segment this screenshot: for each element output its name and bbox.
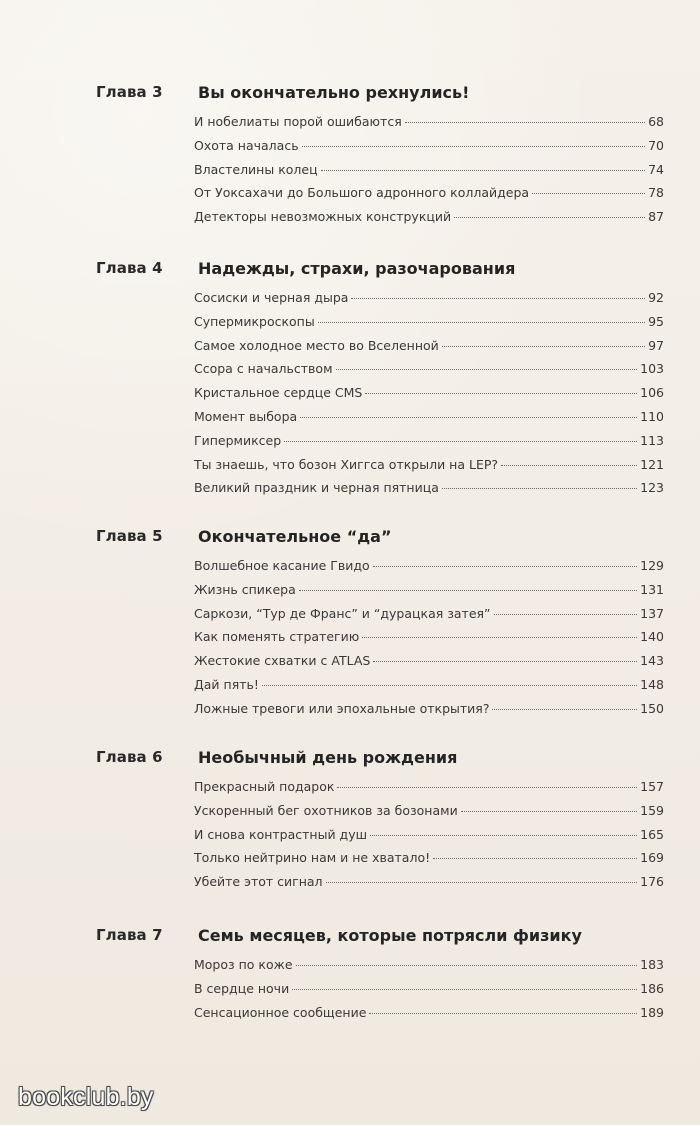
toc-entry-title: Мороз по коже <box>194 957 293 972</box>
toc-entry-title: Ссора с начальством <box>194 361 333 377</box>
toc-entry-title: Великий праздник и черная пятница <box>194 480 439 496</box>
toc-entry-title: Детекторы невозможных конструкций <box>194 209 452 225</box>
toc-entry-title: Момент выбора <box>194 408 298 424</box>
toc-entry-title: И нобелиаты порой ошибаются <box>194 114 402 129</box>
toc-entry-page: 92 <box>648 290 664 305</box>
toc-entry-page: 157 <box>640 779 664 794</box>
toc-entry-page: 121 <box>640 456 664 472</box>
chapter-label: Глава 3 <box>96 83 163 101</box>
toc-entry[interactable] <box>194 290 664 314</box>
toc-entry[interactable] <box>194 827 664 851</box>
toc-entry[interactable] <box>194 433 664 457</box>
leader-dots <box>351 298 645 299</box>
leader-dots <box>494 614 638 615</box>
leader-dots <box>461 811 637 812</box>
chapter-entries <box>194 114 664 233</box>
toc-entry-page: 110 <box>640 408 664 424</box>
toc-entry-title: Прекрасный подарок <box>194 779 335 794</box>
toc-entry[interactable] <box>194 874 664 898</box>
toc-entry-title: И снова контрастный душ <box>194 826 368 842</box>
leader-dots <box>284 441 637 442</box>
toc-entry[interactable] <box>194 582 664 606</box>
leader-dots <box>373 661 637 662</box>
toc-entry-title: Самое холодное место во Вселенной <box>194 337 439 353</box>
toc-entry[interactable] <box>194 361 664 385</box>
chapter-entries <box>194 558 664 725</box>
toc-entry-title: Только нейтрино нам и не хватало! <box>194 850 431 866</box>
chapter-title: Окончательное “да” <box>198 527 392 546</box>
chapter-entries <box>194 957 664 1028</box>
leader-dots <box>370 835 637 836</box>
site-watermark: bookclub.by <box>18 1083 154 1111</box>
toc-entry-title: Волшебное касание Гвидо <box>194 558 370 573</box>
leader-dots <box>321 170 646 171</box>
toc-entry[interactable] <box>194 803 664 827</box>
toc-entry[interactable] <box>194 850 664 874</box>
toc-entry-title: Супермикроскопы <box>194 313 315 329</box>
toc-entry[interactable] <box>194 385 664 409</box>
toc-entry-page: 148 <box>640 676 664 692</box>
leader-dots <box>326 882 638 883</box>
toc-entry[interactable] <box>194 957 664 981</box>
toc-entry-title: Гипермиксер <box>194 432 282 448</box>
toc-entry-title: Ты знаешь, что бозон Хиггса открыли на LEP? <box>194 456 499 472</box>
leader-dots <box>405 122 645 123</box>
toc-entry-page: 143 <box>640 653 664 669</box>
leader-dots <box>532 193 645 194</box>
leader-dots <box>365 393 637 394</box>
toc-entry-page: 123 <box>640 480 664 496</box>
toc-entry[interactable] <box>194 480 664 504</box>
leader-dots <box>300 417 637 418</box>
toc-entry[interactable] <box>194 114 664 138</box>
toc-entry-page: 68 <box>648 114 664 129</box>
toc-entry-title: От Уоксахачи до Большого адронного коллайдера <box>194 185 530 201</box>
toc-entry[interactable] <box>194 209 664 233</box>
toc-entry[interactable] <box>194 409 664 433</box>
chapter-label: Глава 4 <box>96 259 163 277</box>
toc-entry-page: 103 <box>640 361 664 377</box>
chapter-title: Вы окончательно рехнулись! <box>198 83 470 102</box>
toc-entry-title: Ложные тревоги или эпохальные открытия? <box>194 700 490 716</box>
leader-dots <box>292 989 637 990</box>
toc-entry-title: Дай пять! <box>194 676 259 692</box>
leader-dots <box>501 465 637 466</box>
toc-entry[interactable] <box>194 677 664 701</box>
toc-entry[interactable] <box>194 779 664 803</box>
toc-entry-title: Кристальное сердце CMS <box>194 385 363 401</box>
toc-entry-title: Властелины колец <box>194 161 318 177</box>
toc-entry-page: 131 <box>640 581 664 597</box>
toc-entry[interactable] <box>194 185 664 209</box>
toc-entry[interactable] <box>194 629 664 653</box>
leader-dots <box>262 685 637 686</box>
toc-entry-page: 150 <box>640 700 664 716</box>
toc-entry-page: 169 <box>640 850 664 866</box>
leader-dots <box>362 637 637 638</box>
toc-entry-page: 74 <box>648 161 664 177</box>
toc-entry-page: 137 <box>640 605 664 621</box>
toc-entry[interactable] <box>194 701 664 725</box>
toc-entry-title: Жизнь спикера <box>194 581 296 597</box>
toc-entry[interactable] <box>194 338 664 362</box>
toc-entry-page: 87 <box>648 209 664 225</box>
toc-entry-title: Убейте этот сигнал <box>194 874 323 890</box>
leader-dots <box>318 322 645 323</box>
toc-entry-title: Охота началась <box>194 137 299 153</box>
toc-entry[interactable] <box>194 606 664 630</box>
leader-dots <box>433 858 637 859</box>
toc-entry-title: Как поменять стратегию <box>194 629 360 645</box>
toc-entry-title: Сенсационное сообщение <box>194 1004 367 1020</box>
toc-entry-page: 106 <box>640 385 664 401</box>
toc-entry-title: Ускоренный бег охотников за бозонами <box>194 802 458 818</box>
toc-entry-title: В сердце ночи <box>194 980 290 996</box>
chapter-label: Глава 5 <box>96 527 163 545</box>
leader-dots <box>492 709 637 710</box>
leader-dots <box>442 346 645 347</box>
toc-entry-page: 186 <box>640 980 664 996</box>
toc-entry[interactable] <box>194 1005 664 1029</box>
toc-entry-page: 129 <box>640 558 664 573</box>
chapter-title: Необычный день рождения <box>198 748 458 767</box>
leader-dots <box>442 488 637 489</box>
leader-dots <box>336 369 638 370</box>
toc-entry-page: 113 <box>640 432 664 448</box>
toc-entry-title: Жестокие схватки с ATLAS <box>194 653 371 669</box>
toc-entry[interactable] <box>194 981 664 1005</box>
toc-entry-page: 97 <box>648 337 664 353</box>
toc-entry-page: 159 <box>640 802 664 818</box>
toc-entry[interactable] <box>194 314 664 338</box>
toc-entry-title: Сосиски и черная дыра <box>194 290 349 305</box>
toc-entry-title: Саркози, “Тур де Франс” и “дурацкая затея” <box>194 605 491 621</box>
toc-entry-page: 95 <box>648 313 664 329</box>
toc-entry-page: 189 <box>640 1004 664 1020</box>
chapter-label: Глава 6 <box>96 748 163 766</box>
chapter-label: Глава 7 <box>96 926 163 944</box>
leader-dots <box>373 566 637 567</box>
toc-entry[interactable] <box>194 162 664 186</box>
chapter-title: Семь месяцев, которые потрясли физику <box>198 926 582 945</box>
toc-entry-page: 176 <box>640 874 664 890</box>
toc-entry[interactable] <box>194 653 664 677</box>
leader-dots <box>337 787 637 788</box>
toc-entry[interactable] <box>194 457 664 481</box>
toc-entry-page: 78 <box>648 185 664 201</box>
toc-entry-page: 183 <box>640 957 664 972</box>
toc-entry[interactable] <box>194 558 664 582</box>
leader-dots <box>454 217 645 218</box>
toc-entry[interactable] <box>194 138 664 162</box>
leader-dots <box>369 1013 637 1014</box>
leader-dots <box>299 590 637 591</box>
chapter-entries <box>194 779 664 898</box>
chapter-title: Надежды, страхи, разочарования <box>198 259 516 278</box>
leader-dots <box>296 965 638 966</box>
toc-entry-page: 165 <box>640 826 664 842</box>
toc-entry-page: 140 <box>640 629 664 645</box>
chapter-entries <box>194 290 664 504</box>
leader-dots <box>302 146 646 147</box>
toc-entry-page: 70 <box>648 137 664 153</box>
